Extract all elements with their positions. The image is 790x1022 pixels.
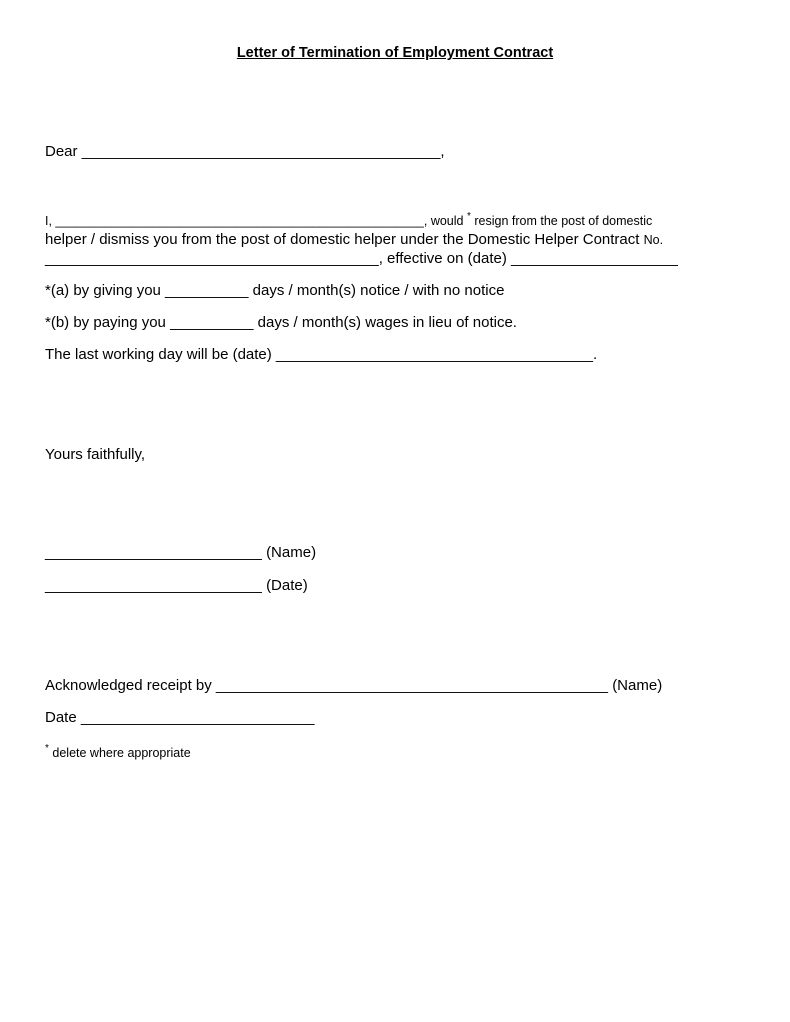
footnote-text: delete where appropriate <box>52 746 191 760</box>
paragraph-line-1 <box>45 212 652 232</box>
footnote-asterisk: * <box>45 743 49 754</box>
footnote <box>45 744 191 764</box>
paragraph-line-3 <box>45 250 678 268</box>
employer-blank: I, _____________________________________________________, would <box>45 214 464 228</box>
option-a-line <box>45 282 504 300</box>
acknowledge-receipt-line <box>45 677 662 695</box>
asterisk-marker: * <box>466 211 471 222</box>
paragraph-line-2 <box>45 231 663 249</box>
contract-text: helper / dismiss you from the post of domestic helper under the Domestic Helper Contract <box>45 231 640 248</box>
acknowledge-date-line <box>45 709 314 727</box>
recipient-blank: ___________________________________________, <box>81 143 445 160</box>
resign-text: resign from the post of domestic <box>474 214 653 228</box>
last-working-day-line <box>45 346 597 364</box>
option-b-text: *(b) by paying you __________ days / month(s) wages in lieu of notice. <box>45 314 517 331</box>
salutation-line <box>45 143 445 161</box>
signature-name-line <box>45 544 316 562</box>
contract-effective-line: ________________________________________, effective on (date) ____________________ <box>45 250 678 267</box>
salutation-label: Dear <box>45 143 78 160</box>
document-title: Letter of Termination of Employment Contract <box>236 45 554 61</box>
signature-date-line <box>45 577 308 595</box>
option-a-text: *(a) by giving you __________ days / month(s) notice / with no notice <box>45 282 505 299</box>
acknowledge-receipt-text: Acknowledged receipt by _______________________________________________ (Name) <box>45 677 663 694</box>
closing-text: Yours faithfully, <box>45 446 146 463</box>
option-b-line <box>45 314 517 332</box>
contract-no-label: No. <box>643 233 664 247</box>
closing-line <box>45 446 145 464</box>
last-working-day-text: The last working day will be (date) ______________________________________. <box>45 346 598 363</box>
signature-name-text: __________________________ (Name) <box>45 544 317 561</box>
acknowledge-date-text: Date ____________________________ <box>45 709 315 726</box>
signature-date-text: __________________________ (Date) <box>45 577 308 594</box>
